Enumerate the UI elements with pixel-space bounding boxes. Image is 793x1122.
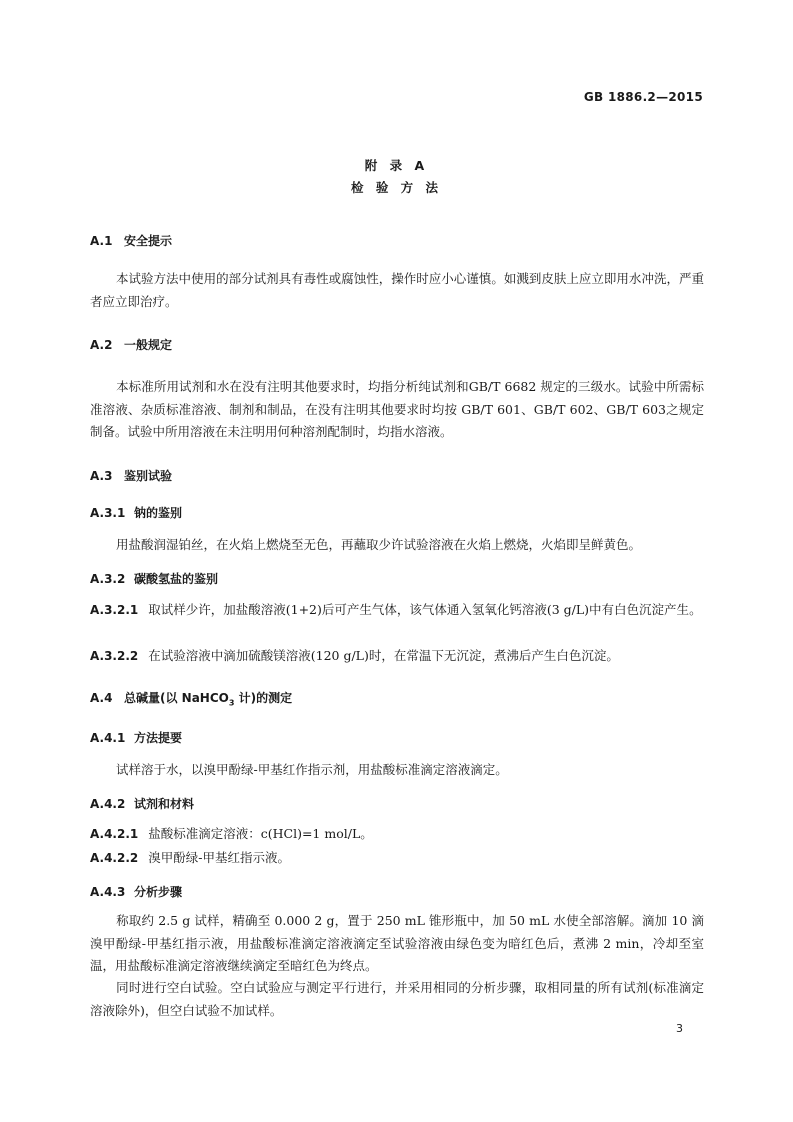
section-number: A.4 bbox=[90, 691, 113, 705]
paragraph-a41 bbox=[90, 759, 704, 782]
section-heading-a3 bbox=[90, 467, 172, 484]
paragraph-a31 bbox=[90, 534, 704, 557]
item-number: A.4.2.1 bbox=[90, 827, 139, 841]
section-heading-a32 bbox=[90, 570, 218, 587]
paragraph-a1 bbox=[90, 268, 704, 313]
page-number: 3 bbox=[676, 1022, 683, 1035]
item-text: 盐酸标准滴定溶液：c(HCl)=1 mol/L。 bbox=[148, 826, 373, 841]
paragraph-text: 用盐酸润湿铂丝，在火焰上燃烧至无色，再蘸取少许试验溶液在火焰上燃烧，火焰即呈鲜黄色。 bbox=[116, 537, 642, 552]
paragraph-text: 本标准所用试剂和水在没有注明其他要求时，均指分析纯试剂和GB/T 6682 规定的三级水。试验中所需标准溶液、杂质标准溶液、制剂和制品，在没有注明其他要求时均按 GB/T 601、GB/T 602、GB/T 603之规定制备。试验中所用溶液在未注明用何种溶剂配制时，均指水溶液。 bbox=[90, 379, 704, 439]
section-heading-a4 bbox=[90, 689, 292, 707]
section-heading-a43 bbox=[90, 883, 182, 900]
section-number: A.3.2 bbox=[90, 572, 126, 586]
section-heading-a2 bbox=[90, 336, 172, 353]
item-text: 取试样少许，加盐酸溶液(1+2)后可产生气体，该气体通入氢氧化钙溶液(3 g/L)中有白色沉淀产生。 bbox=[148, 602, 702, 617]
section-title: 碳酸氢盐的鉴别 bbox=[134, 572, 219, 586]
item-a322 bbox=[90, 645, 704, 668]
item-number: A.4.2.2 bbox=[90, 851, 139, 865]
section-heading-a31 bbox=[90, 504, 182, 521]
section-title: 鉴别试验 bbox=[124, 469, 173, 483]
section-heading-a42 bbox=[90, 795, 194, 812]
standard-number: GB 1886.2—2015 bbox=[583, 90, 703, 104]
appendix-title: 检 验 方 法 bbox=[350, 180, 443, 195]
section-title: 方法提要 bbox=[134, 731, 183, 745]
item-number: A.3.2.1 bbox=[90, 603, 139, 617]
section-title: 一般规定 bbox=[124, 338, 173, 352]
section-title: 安全提示 bbox=[124, 234, 173, 248]
item-text: 在试验溶液中滴加硫酸镁溶液(120 g/L)时，在常温下无沉淀，煮沸后产生白色沉淀。 bbox=[148, 648, 619, 663]
section-heading-a41 bbox=[90, 729, 182, 746]
section-number: A.2 bbox=[90, 338, 113, 352]
section-number: A.4.1 bbox=[90, 731, 126, 745]
paragraph-text: 本试验方法中使用的部分试剂具有毒性或腐蚀性，操作时应小心谨慎。如溅到皮肤上应立即用水冲洗，严重者应立即治疗。 bbox=[90, 271, 704, 309]
section-title: 分析步骤 bbox=[134, 885, 183, 899]
section-title: 钠的鉴别 bbox=[134, 506, 183, 520]
section-number: A.4.2 bbox=[90, 797, 126, 811]
paragraph-text: 称取约 2.5 g 试样，精确至 0.000 2 g，置于 250 mL 锥形瓶中，加 50 mL 水使全部溶解。滴加 10 滴溴甲酚绿-甲基红指示液，用盐酸标准滴定溶液滴定至试验溶液由绿色变为暗红色后，煮沸 2 min，冷却至室温，用盐酸标准滴定溶液继续滴定至暗红色为终点。 bbox=[90, 913, 704, 973]
section-number: A.3 bbox=[90, 469, 113, 483]
section-title: 试剂和材料 bbox=[134, 797, 195, 811]
item-a421 bbox=[90, 823, 704, 846]
paragraph-a43-blank-test bbox=[90, 977, 704, 1022]
section-number: A.1 bbox=[90, 234, 113, 248]
section-number: A.4.3 bbox=[90, 885, 126, 899]
item-number: A.3.2.2 bbox=[90, 649, 139, 663]
section-number: A.3.1 bbox=[90, 506, 126, 520]
paragraph-text: 试样溶于水，以溴甲酚绿-甲基红作指示剂，用盐酸标准滴定溶液滴定。 bbox=[116, 762, 508, 777]
section-heading-a1 bbox=[90, 232, 172, 249]
item-a422 bbox=[90, 847, 704, 870]
item-a321 bbox=[90, 599, 704, 622]
item-text: 溴甲酚绿-甲基红指示液。 bbox=[148, 850, 290, 865]
subscript-3: 3 bbox=[228, 698, 235, 708]
paragraph-text: 同时进行空白试验。空白试验应与测定平行进行，并采用相同的分析步骤，取相同量的所有试剂(标准滴定溶液除外)，但空白试验不加试样。 bbox=[90, 980, 704, 1018]
paragraph-a43-procedure bbox=[90, 910, 704, 978]
appendix-label: 附 录 A bbox=[364, 158, 429, 173]
section-title-prefix: 总碱量(以 NaHCO bbox=[124, 691, 229, 705]
section-title-suffix: 计)的测定 bbox=[234, 691, 293, 705]
paragraph-a2 bbox=[90, 376, 704, 444]
